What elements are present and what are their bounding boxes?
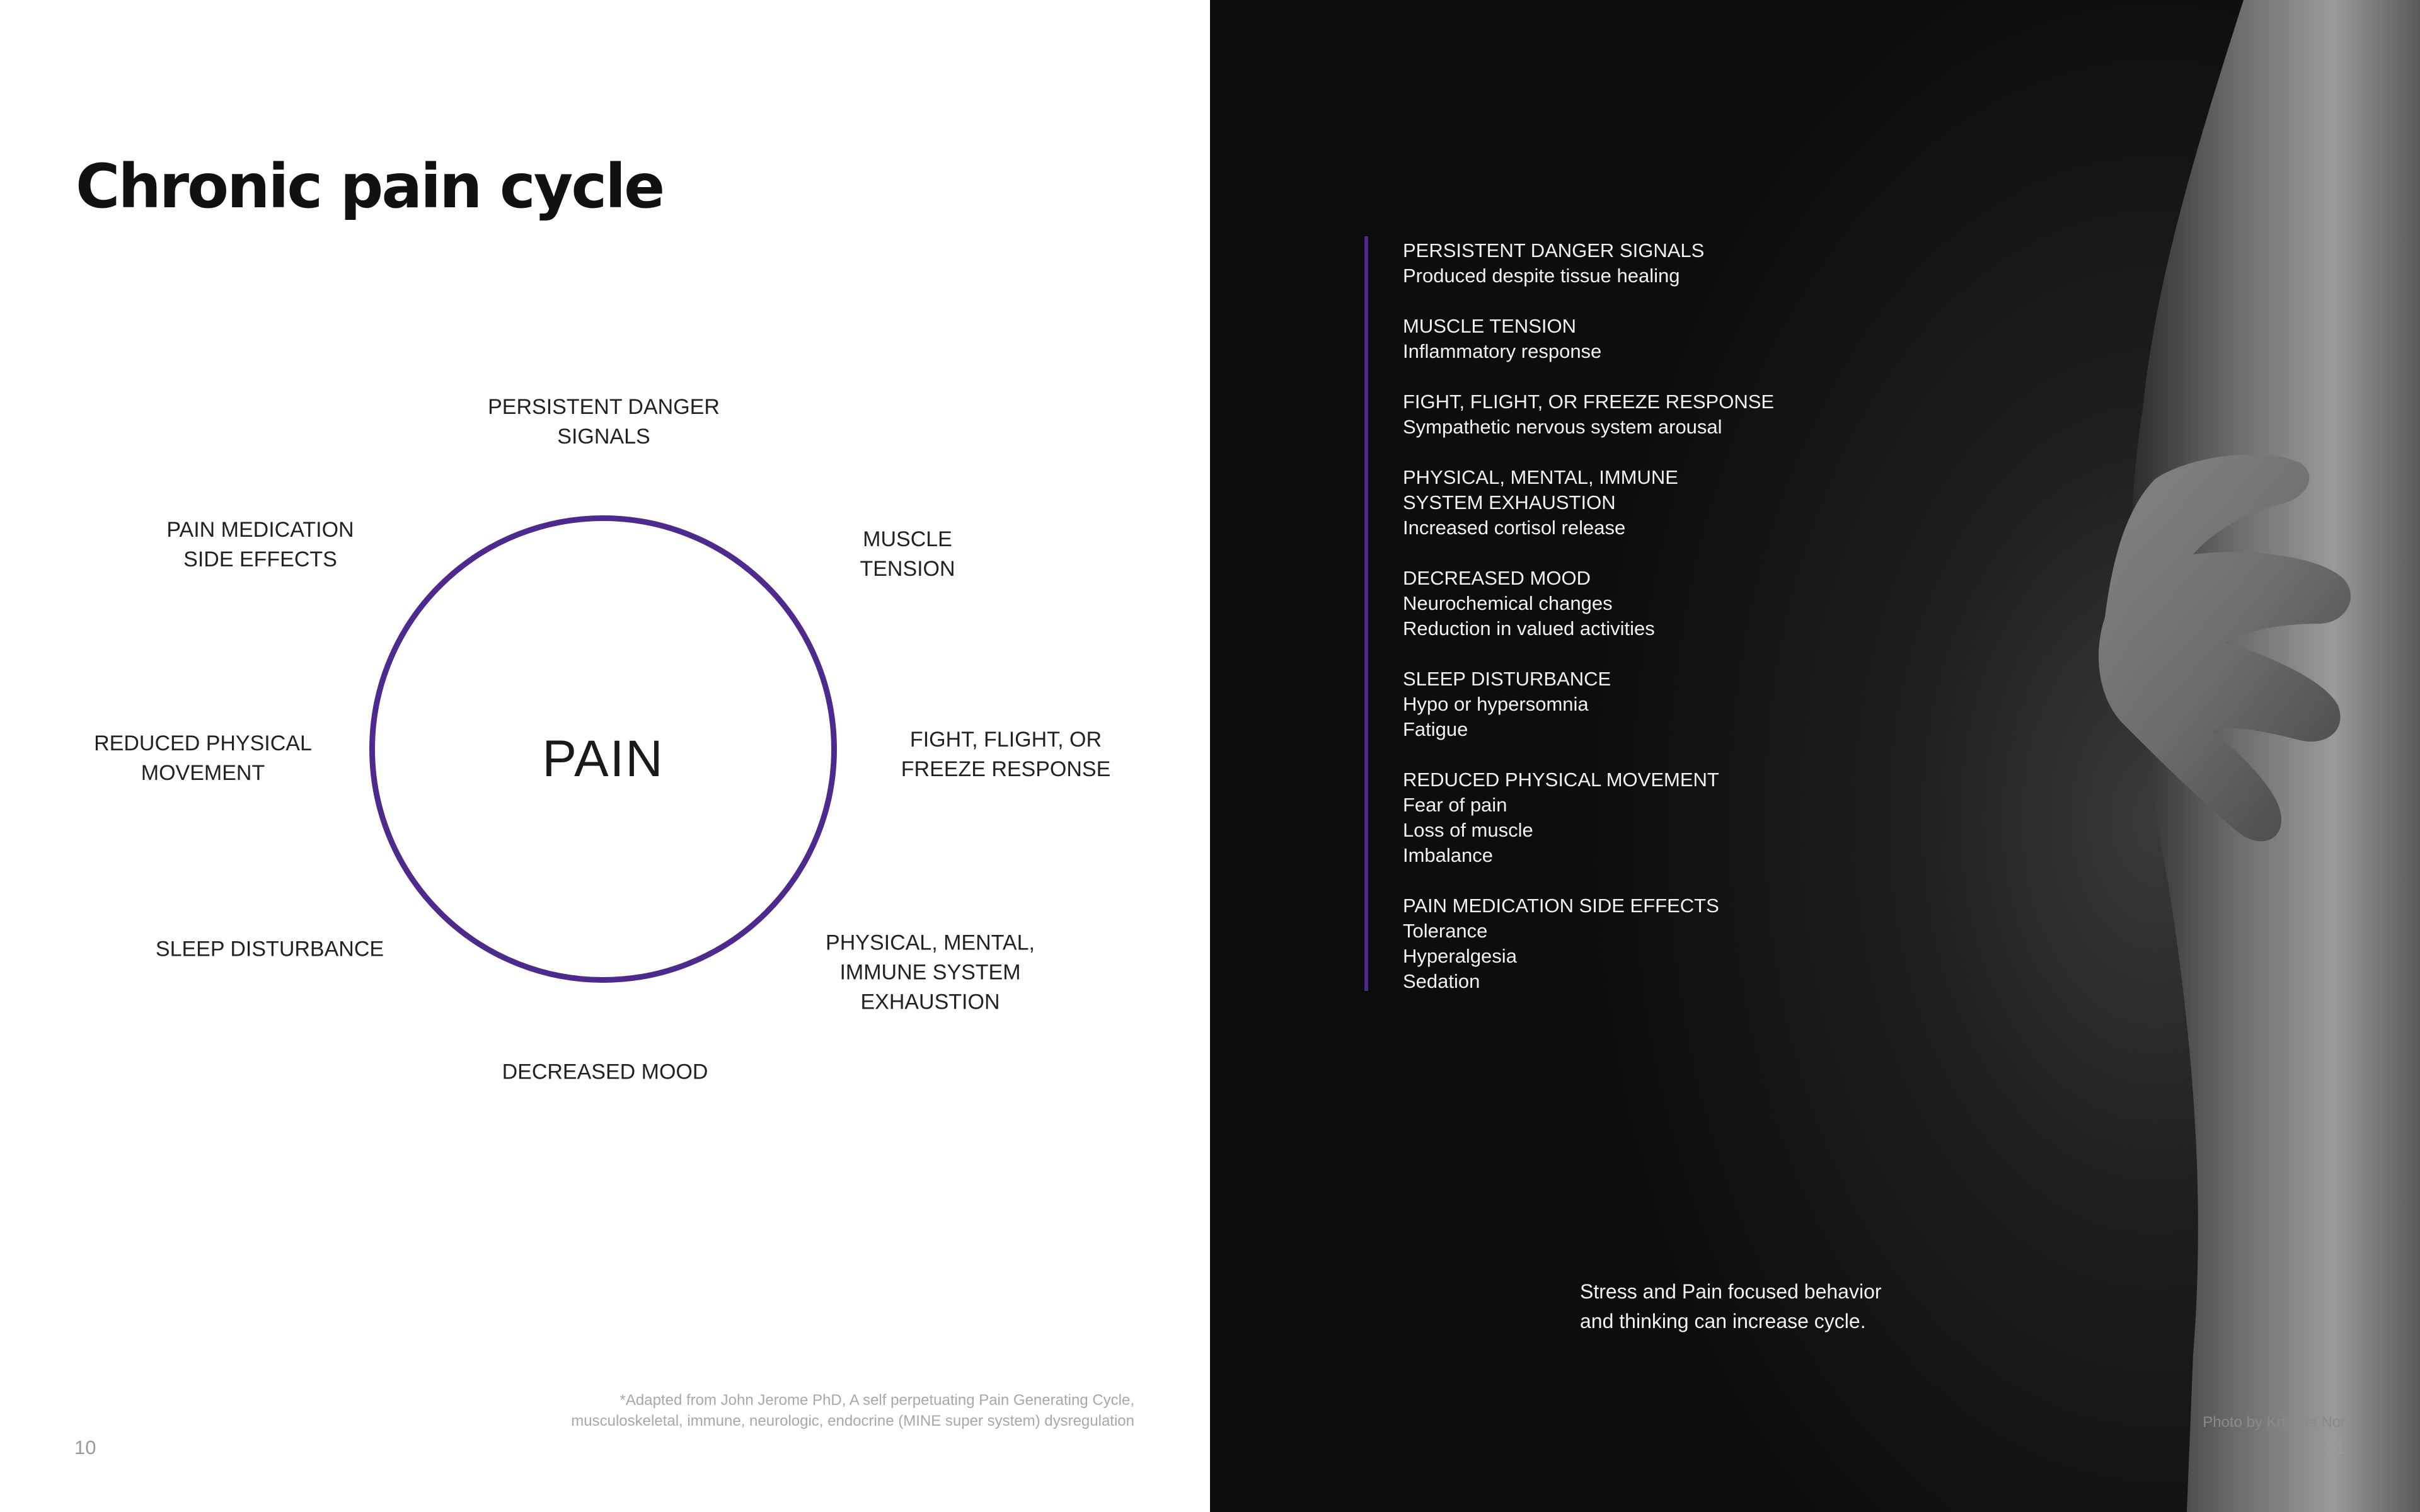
item-heading: SYSTEM EXHAUSTION xyxy=(1403,491,1616,513)
item-heading: PERSISTENT DANGER SIGNALS xyxy=(1403,239,1705,261)
page-number-left: 10 xyxy=(74,1436,96,1458)
cycle-label-line: SLEEP DISTURBANCE xyxy=(155,937,384,961)
list-item xyxy=(1403,667,1611,742)
cycle-label-line: PERSISTENT DANGER xyxy=(488,395,720,419)
item-heading: DECREASED MOOD xyxy=(1403,567,1591,589)
cycle-label-line: MUSCLE xyxy=(863,527,952,551)
right-page xyxy=(1210,0,2420,1512)
cycle-label-line: REDUCED PHYSICAL xyxy=(94,731,312,755)
item-detail: Produced despite tissue healing xyxy=(1403,265,1680,287)
cycle-label-decreased-mood xyxy=(502,1058,708,1087)
cycle-label-sleep-disturbance xyxy=(156,935,384,965)
item-heading: PHYSICAL, MENTAL, IMMUNE xyxy=(1403,466,1678,488)
cycle-label-line: PHYSICAL, MENTAL, xyxy=(826,931,1035,955)
cycle-label-line: IMMUNE SYSTEM xyxy=(839,960,1021,985)
list-item xyxy=(1403,893,1719,994)
item-detail: Sedation xyxy=(1403,970,1480,992)
source-footnote xyxy=(571,1390,1134,1431)
stress-note xyxy=(1580,1277,1882,1336)
page-title: Chronic pain cycle xyxy=(76,151,664,222)
item-detail: Neurochemical changes xyxy=(1403,592,1613,614)
cycle-label-exhaustion xyxy=(826,929,1035,1017)
cycle-label-line: FREEZE RESPONSE xyxy=(901,757,1111,781)
accent-bar xyxy=(1364,236,1368,991)
cycle-label-line: DECREASED MOOD xyxy=(502,1060,708,1084)
cycle-label-line: FIGHT, FLIGHT, OR xyxy=(909,728,1102,752)
page-number-right: 11 xyxy=(2325,1436,2346,1458)
item-heading: SLEEP DISTURBANCE xyxy=(1403,668,1611,690)
item-detail: Imbalance xyxy=(1403,844,1494,866)
item-detail: Loss of muscle xyxy=(1403,819,1533,841)
item-detail: Increased cortisol release xyxy=(1403,517,1626,539)
item-heading: FIGHT, FLIGHT, OR FREEZE RESPONSE xyxy=(1403,391,1775,413)
photo-credit: Photo by Kristina Nor xyxy=(2203,1414,2346,1431)
item-detail: Sympathetic nervous system arousal xyxy=(1403,416,1722,438)
item-detail: Inflammatory response xyxy=(1403,340,1602,362)
cycle-label-line: SIDE EFFECTS xyxy=(183,547,337,571)
cycle-label-persistent-danger-signals xyxy=(488,392,720,452)
cycle-label-line: PAIN MEDICATION xyxy=(166,518,354,542)
cycle-label-line: EXHAUSTION xyxy=(860,990,1000,1014)
cycle-label-muscle-tension xyxy=(860,525,955,584)
item-detail: Reduction in valued activities xyxy=(1403,617,1655,639)
cycle-label-line: TENSION xyxy=(860,557,955,581)
cycle-label-fight-flight-freeze xyxy=(901,725,1111,784)
pain-center-label: PAIN xyxy=(542,730,664,788)
list-item xyxy=(1403,566,1655,641)
item-heading: PAIN MEDICATION SIDE EFFECTS xyxy=(1403,895,1719,917)
list-item xyxy=(1403,314,1601,364)
cycle-label-line: MOVEMENT xyxy=(141,761,265,785)
list-item xyxy=(1403,238,1704,289)
item-detail: Hyperalgesia xyxy=(1403,945,1517,967)
item-heading: MUSCLE TENSION xyxy=(1403,315,1577,337)
item-heading: REDUCED PHYSICAL MOVEMENT xyxy=(1403,769,1719,791)
item-detail: Tolerance xyxy=(1403,920,1488,942)
stress-note-line: Stress and Pain focused behavior xyxy=(1580,1280,1882,1303)
list-item xyxy=(1403,389,1774,440)
item-detail: Hypo or hypersomnia xyxy=(1403,693,1589,715)
list-item xyxy=(1403,767,1719,868)
footnote-line: *Adapted from John Jerome PhD, A self perpetuating Pain Generating Cycle, xyxy=(619,1392,1134,1409)
footnote-line: musculoskeletal, immune, neurologic, endocrine (MINE super system) dysregulation xyxy=(571,1412,1134,1429)
item-detail: Fear of pain xyxy=(1403,794,1507,816)
cycle-label-pain-medication xyxy=(166,515,354,575)
item-detail: Fatigue xyxy=(1403,718,1468,740)
cycle-label-line: SIGNALS xyxy=(557,425,650,449)
list-item xyxy=(1403,465,1678,541)
stress-note-line: and thinking can increase cycle. xyxy=(1580,1310,1866,1332)
cycle-label-reduced-movement xyxy=(94,729,312,788)
